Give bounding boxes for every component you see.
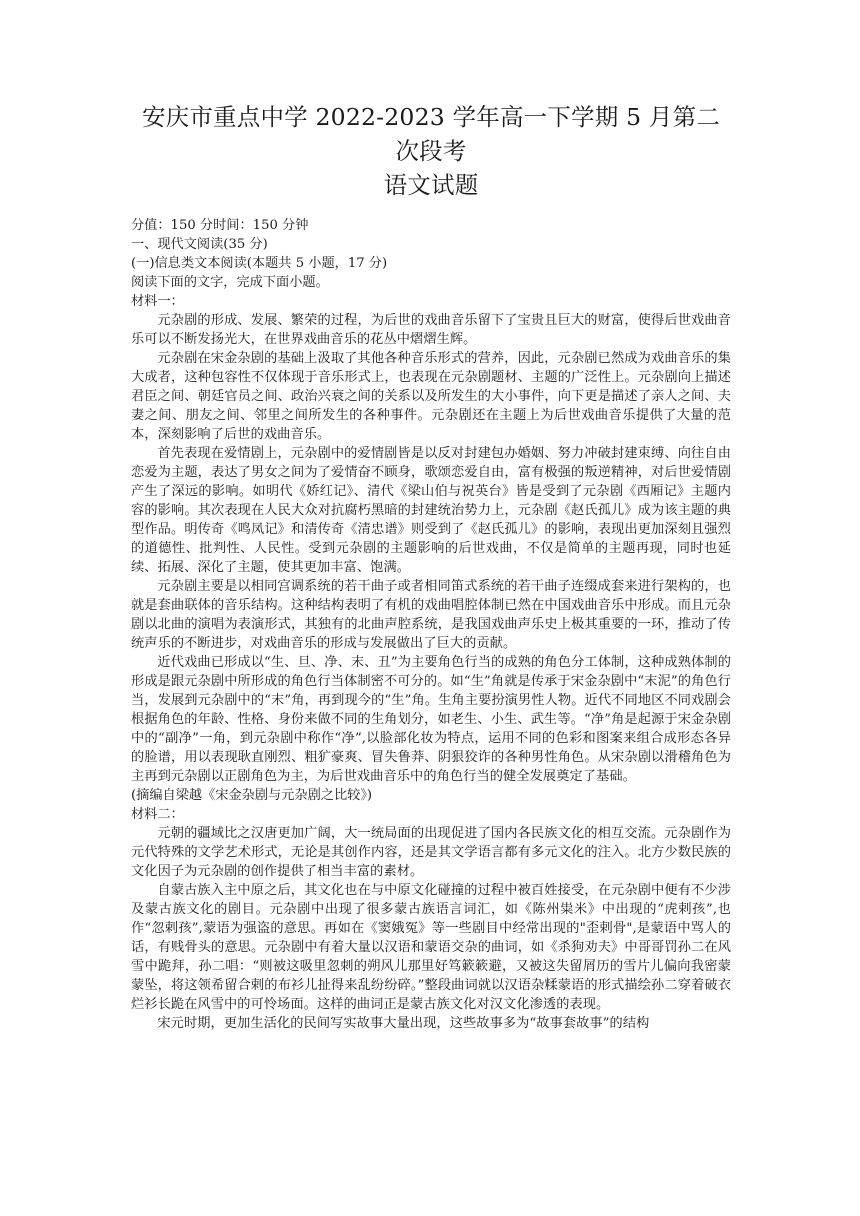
title-spacer [131, 202, 731, 216]
material-1-paragraph: 近代戏曲已形成以“生、旦、净、末、丑”为主要角色行当的成熟的角色分工体制，这种成熟体制的形成是跟元杂剧中所形成的角色行当体制密不可分的。如“生”角就是传承于宋金杂剧中“末泥”的角色行当，发展到元杂剧中的“末”角，再到现今的“生”角。生角主要扮演男性人物。近代不同地区不同戏剧会根据角色的年龄、性格、身份来做不同的生角划分，如老生、小生、武生等。“净”角是起源于宋金杂剧中的“副净”一角，到元杂剧中称作“净”,以脸部化妆为特点，运用不同的色彩和图案来组合成形态各异的脸谱，用以表现耿直刚烈、粗犷豪爽、冒失鲁莽、阴狠狡诈的各种男性角色。从宋杂剧以滑稽角色为主再到元杂剧以正剧角色为主，为后世戏曲音乐中的角色行当的健全发展奠定了基础。 [131, 655, 731, 784]
material-1-source: (摘编自梁越《宋金杂剧与元杂剧之比较》) [131, 788, 373, 803]
subsection-heading: (一)信息类文本阅读(本题共 5 小题，17 分) [131, 256, 388, 271]
material-1-label: 材料一： [131, 294, 184, 309]
section-heading: 一、现代文阅读(35 分) [131, 237, 268, 252]
exam-title-line-2: 语文试题 [383, 171, 479, 199]
exam-title-line-1: 安庆市重点中学 2022-2023 学年高一下学期 5 月第二次段考 [141, 103, 721, 165]
material-1-paragraph: 元杂剧在宋金杂剧的基础上汲取了其他各种音乐形式的营养，因此，元杂剧已然成为戏曲音乐的集大成者，这种包容性不仅体现于音乐形式上，也表现在元杂剧题材、主题的广泛性上。元杂剧向上描述君臣之间、朝廷官员之间、政治兴衰之间的关系以及所发生的大小事件，向下更是描述了亲人之间、夫妻之间、朋友之间、邻里之间所发生的各种事件。元杂剧还在主题上为后世戏曲音乐提供了大量的范本，深刻影响了后世的戏曲音乐。 [131, 351, 731, 442]
material-1-paragraph: 元杂剧的形成、发展、繁荣的过程，为后世的戏曲音乐留下了宝贵且巨大的财富，使得后世戏曲音乐可以不断发扬光大，在世界戏曲音乐的花丛中熠熠生辉。 [131, 313, 731, 347]
reading-instruction: 阅读下面的文字，完成下面小题。 [131, 275, 329, 290]
material-1-paragraph: 首先表现在爱情剧上，元杂剧中的爱情剧皆是以反对封建包办婚姻、努力冲破封建束缚、向往自由恋爱为主题，表达了男女之间为了爱情奋不顾身，歌颂恋爱自由，富有极强的叛逆精神，对后世爱情剧产生了深远的影响。如明代《娇红记》、清代《梁山伯与祝英台》皆是受到了元杂剧《西厢记》主题内容的影响。其次表现在人民大众对抗腐朽黑暗的封建统治势力上，元杂剧《赵氏孤儿》成为该主题的典型作品。明传奇《鸣凤记》和清传奇《清忠谱》则受到了《赵氏孤儿》的影响，表现出更加深刻且强烈的道德性、批判性、人民性。受到元杂剧的主题影响的后世戏曲，不仅是简单的主题再现，同时也延续、拓展、深化了主题，使其更加丰富、饱满。 [131, 446, 731, 575]
material-2-label: 材料二： [131, 807, 184, 822]
score-time-info: 分值：150 分时间：150 分钟 [131, 218, 309, 233]
exam-page [131, 100, 731, 1033]
material-2-paragraph: 宋元时期，更加生活化的民间写实故事大量出现，这些故事多为“故事套故事”的结构 [157, 1016, 650, 1031]
material-2-paragraph: 元朝的疆域比之汉唐更加广阔，大一统局面的出现促进了国内各民族文化的相互交流。元杂剧作为元代特殊的文学艺术形式，无论是其创作内容，还是其文学语言都有多元文化的注入。北方少数民族的文化因子为元杂剧的创作提供了相当丰富的素材。 [131, 826, 731, 879]
material-2-paragraph: 自蒙古族入主中原之后，其文化也在与中原文化碰撞的过程中被百姓接受，在元杂剧中便有不少涉及蒙古族文化的剧目。元杂剧中出现了很多蒙古族语言词汇，如《陈州粜米》中出现的“虎剌孩”,也作“忽剌孩”,蒙语为强盗的意思。再如在《窦娥冤》等一些剧目中经常出现的"歪剌骨",是蒙语中骂人的话，有贱骨头的意思。元杂剧中有着大量以汉语和蒙语交杂的曲词，如《杀狗劝夫》中哥哥罚孙二在风雪中跪拜，孙二唱：“则被这吸里忽刺的朔风儿那里好笃簌簌避，又被这失留屑历的雪片儿偏向我密蒙蒙坠，将这领希留合剌的布衫儿扯得来乱纷纷碎。”整段曲词就以汉语杂糅蒙语的形式描绘孙二穿着破衣烂衫长跪在风雪中的可怜场面。这样的曲词正是蒙古族文化对汉文化渗透的表现。 [131, 883, 731, 1012]
material-1-paragraph: 元杂剧主要是以相同宫调系统的若干曲子或者相同笛式系统的若干曲子连缀成套来进行架构的，也就是套曲联体的音乐结构。这种结构表明了有机的戏曲唱腔体制已然在中国戏曲音乐中形成。而且元杂剧以北曲的演唱为表演形式，其独有的北曲声腔系统，是我国戏曲声乐史上极其重要的一环，推动了传统声乐的不断进步，对戏曲音乐的形成与发展做出了巨大的贡献。 [131, 579, 731, 651]
